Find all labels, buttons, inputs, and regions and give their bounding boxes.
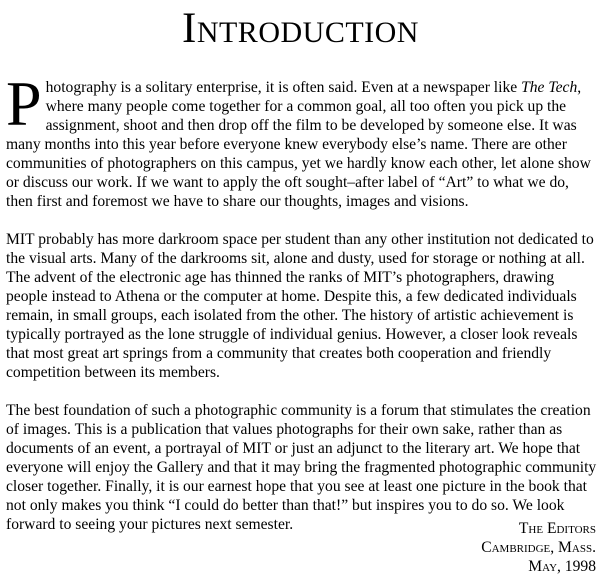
body-text <box>6 68 597 553</box>
drop-cap: P <box>6 68 42 139</box>
signature-date: May, 1998 <box>528 558 596 575</box>
publication-name: The Tech <box>521 79 578 96</box>
paragraph-2: MIT probably has more darkroom space per student than any other institution not dedicated to the visual arts. Many of the darkrooms sit, alone and dusty, used for storage or nothing at all. The advent of the electronic age has thinned the ranks of MIT’s photographers, drawing people instead to Athena or the computer at home. Despite this, a few dedicated individuals remain, in small groups, each isolated from the other. The history of artistic achievement is typically portrayed as the lone struggle of individual genius. However, a closer look reveals that most great art springs from a community that creates both cooperation and friendly competition between its members. <box>6 231 594 381</box>
paragraph-1-text-start: hotography is a solitary enterprise, it is often said. Even at a newspaper like <box>45 79 522 96</box>
paragraph-1-text-end: , where many people come together for a common goal, all too often you pick up the assignment, shoot and then drop off the film to be developed by someone else. It was many months into this year before everyone knew everybody else’s name. There are other communities of photographers on this campus, yet we hardly know each other, let alone show or discuss our work. If we want to apply the oft sought–after label of “Art” to what we do, then first and foremost we have to share our thoughts, images and visions. <box>6 79 591 210</box>
paragraph-3: The best foundation of such a photographic community is a forum that stimulates the creation of images. This is a publication that values photographs for their own sake, rather than as documents of an event, a portrayal of MIT or just an adjunct to the literary art. We hope that everyone will enjoy the Gallery and that it may bring the fragmented photographic community closer together. Finally, it is our earnest hope that you see at least one picture in the book that not only makes you think “I could do better than that!” but inspires you to do so. We look forward to seeing your pictures next semester. <box>6 402 597 533</box>
signature-editors: The Editors <box>518 520 596 537</box>
paragraph-1 <box>6 68 597 211</box>
page-title: Introduction <box>182 5 419 52</box>
signature-block <box>481 519 596 576</box>
signature-location: Cambridge, Mass. <box>481 539 596 556</box>
